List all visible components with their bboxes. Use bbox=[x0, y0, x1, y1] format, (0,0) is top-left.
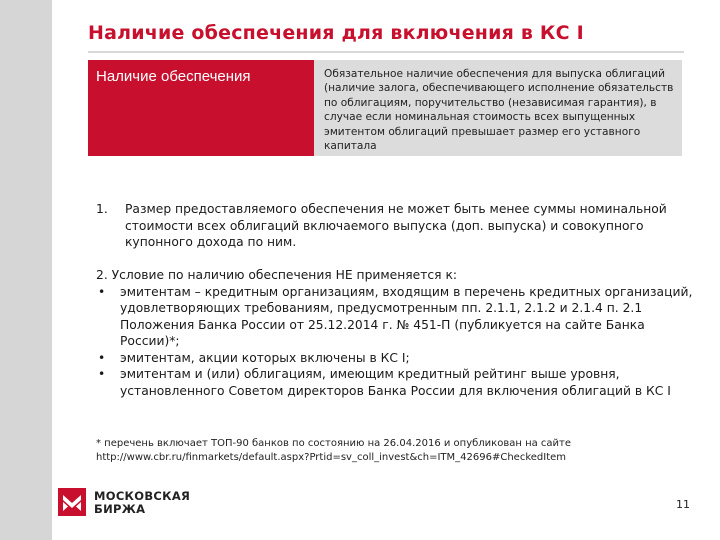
exemption-item bbox=[96, 284, 696, 350]
moex-logo-icon bbox=[58, 488, 86, 516]
condition-1-text: Размер предоставляемого обеспечения не может быть менее суммы номинальной стоимости всех облигаций включаемого выпуска (доп. выпуска) и совокупного купонного дохода по ним. bbox=[125, 202, 667, 249]
definition-text: Обязательное наличие обеспечения для выпуска облигаций (наличие залога, обеспечивающего исполнение обязательств по облигациям, поручительство (независимая гарантия), в случае если номинальная стоимость всех выпущенных эмитентом облигаций превышает размер его уставного капитала bbox=[314, 60, 682, 156]
definition-label: Наличие обеспечения bbox=[88, 60, 314, 156]
footnote-link: http://www.cbr.ru/finmarkets/default.aspx?Prtid=sv_coll_invest&ch=ITM_42696#CheckedItem bbox=[96, 452, 567, 463]
condition-2-heading: 2. Условие по наличию обеспечения НЕ применяется к: bbox=[96, 268, 458, 282]
moex-logo bbox=[58, 488, 198, 524]
condition-1-number: 1. bbox=[96, 202, 108, 216]
bullet-icon: • bbox=[98, 367, 106, 381]
logo-line-2: БИРЖА bbox=[94, 502, 146, 516]
slide-title: Наличие обеспечения для включения в КС I bbox=[88, 22, 584, 44]
exemption-text: эмитентам, акции которых включены в КС I; bbox=[120, 350, 410, 365]
condition-2 bbox=[96, 267, 696, 399]
exemption-item bbox=[96, 350, 696, 367]
footnote-text: * перечень включает ТОП-90 банков по состоянию на 26.04.2016 и опубликован на сайте bbox=[96, 438, 572, 449]
exemption-item bbox=[96, 366, 696, 399]
bullet-icon: • bbox=[98, 350, 106, 365]
logo-line-1: МОСКОВСКАЯ bbox=[94, 489, 191, 503]
exemption-text: эмитентам – кредитным организациям, входящим в перечень кредитных организаций, удовлетворяющих требованиям, предусмотренным пп. 2.1.1, 2.1.2 и 2.1.4 п. 2.1 Положения Банка России от 25.12.2014 г. № 451-П (публикуется на сайте Банка России)*; bbox=[120, 284, 693, 348]
condition-1 bbox=[96, 201, 696, 251]
exemption-text: эмитентам и (или) облигациям, имеющим кредитный рейтинг выше уровня, установленного Советом директоров Банка России для включения облигаций в КС I bbox=[120, 367, 671, 398]
page-number: 11 bbox=[676, 498, 690, 511]
bullet-icon: • bbox=[98, 284, 106, 299]
footnote bbox=[96, 437, 696, 465]
left-decorative-bar bbox=[0, 0, 52, 540]
title-divider bbox=[88, 51, 684, 53]
exemption-list bbox=[96, 284, 696, 400]
logo-wordmark bbox=[94, 490, 190, 516]
